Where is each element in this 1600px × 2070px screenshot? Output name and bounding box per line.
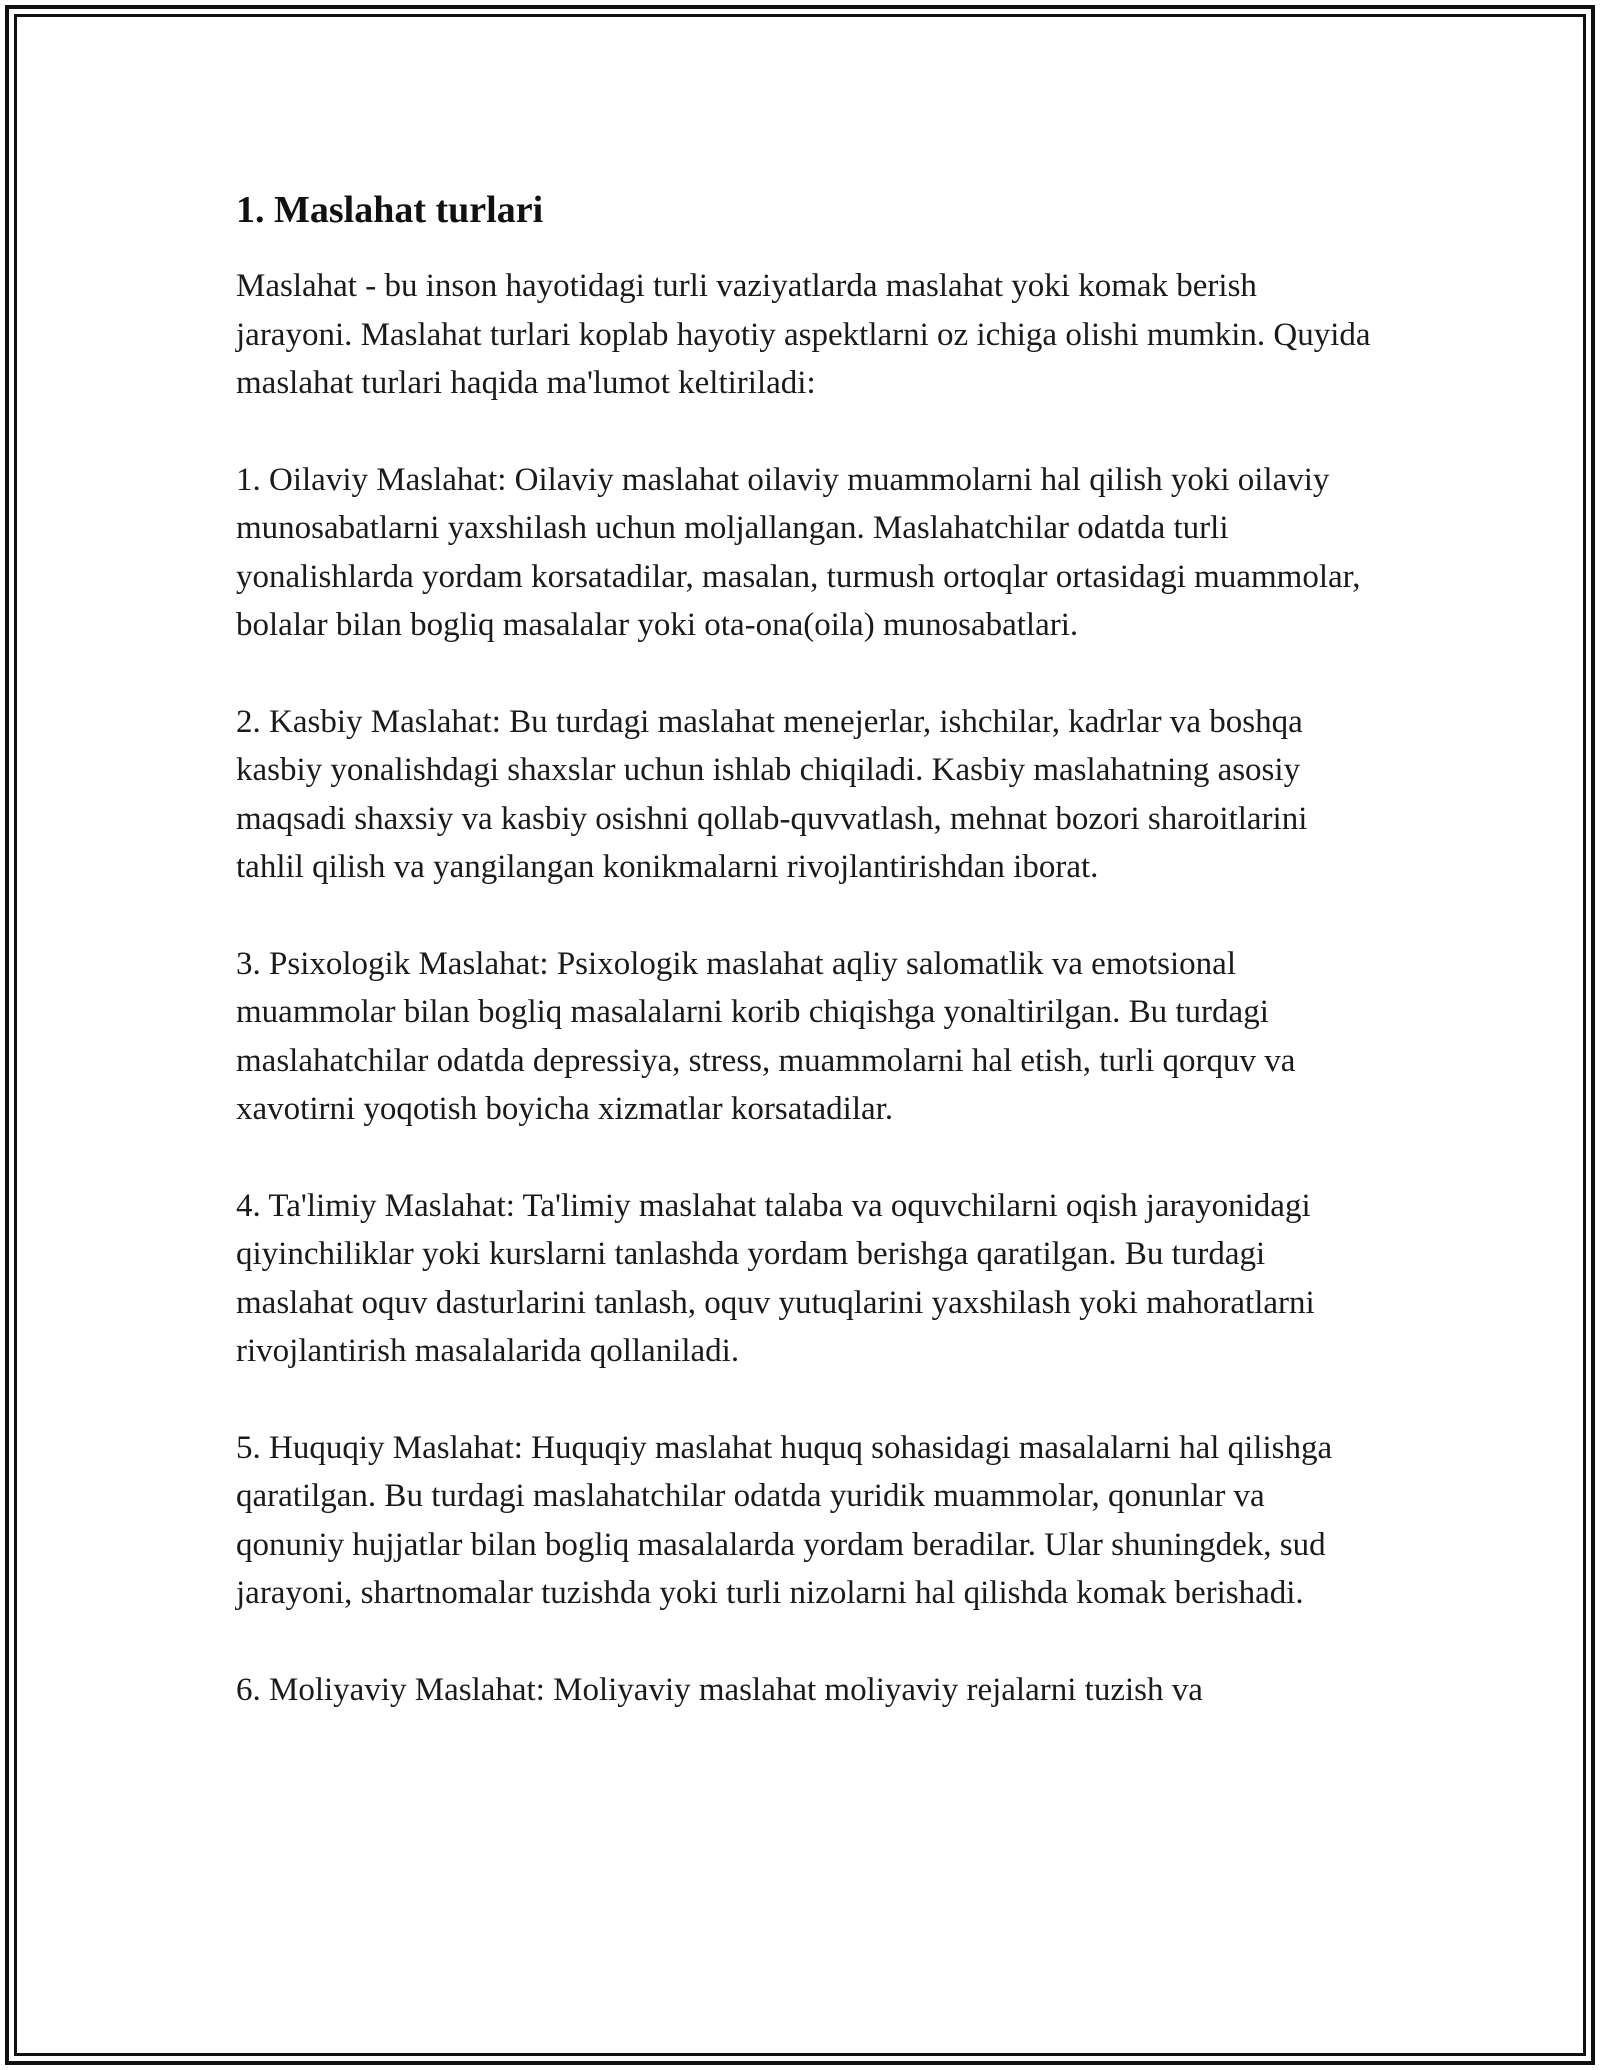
paragraph-oilaviy-maslahat: 1. Oilaviy Maslahat: Oilaviy maslahat oilaviy muammolarni hal qilish yoki oilaviy munosabatlarni yaxshilash uchun moljallangan. Maslahatchilar odatda turli yonalishlarda yordam korsatadilar, masalan, turmush ortoqlar ortasidagi muammolar, bolalar bilan bogliq masalalar yoki ota-ona(oila) munosabatlari. bbox=[236, 461, 1361, 643]
paragraph-moliyaviy-maslahat: 6. Moliyaviy Maslahat: Moliyaviy maslahat moliyaviy rejalarni tuzish va bbox=[236, 1671, 1203, 1708]
document-body bbox=[236, 186, 1376, 1762]
paragraph-talimiy-maslahat: 4. Ta'limiy Maslahat: Ta'limiy maslahat talaba va oquvchilarni oqish jarayonidagi qiyinchiliklar yoki kurslarni tanlashda yordam berishga qaratilgan. Bu turdagi maslahat oquv dasturlarini tanlash, oquv yutuqlarini yaxshilash yoki mahoratlarni rivojlantirish masalalarida qollaniladi. bbox=[236, 1187, 1315, 1369]
section-heading: 1. Maslahat turlari bbox=[236, 189, 544, 231]
paragraph-kasbiy-maslahat: 2. Kasbiy Maslahat: Bu turdagi maslahat menejerlar, ishchilar, kadrlar va boshqa kasbiy yonalishdagi shaxslar uchun ishlab chiqiladi. Kasbiy maslahatning asosiy maqsadi shaxsiy va kasbiy osishni qollab-quvvatlash, mehnat bozori sharoitlarini tahlil qilish va yangilangan konikmalarni rivojlantirishdan iborat. bbox=[236, 703, 1308, 885]
paragraph-psixologik-maslahat: 3. Psixologik Maslahat: Psixologik maslahat aqliy salomatlik va emotsional muammolar bilan bogliq masalalarni korib chiqishga yonaltirilgan. Bu turdagi maslahatchilar odatda depressiya, stress, muammolarni hal etish, turli qorquv va xavotirni yoqotish boyicha xizmatlar korsatadilar. bbox=[236, 945, 1296, 1127]
intro-paragraph: Maslahat - bu inson hayotidagi turli vaziyatlarda maslahat yoki komak berish jarayoni. Maslahat turlari koplab hayotiy aspektlarni oz ichiga olishi mumkin. Quyida maslahat turlari haqida ma'lumot keltiriladi: bbox=[236, 268, 1371, 401]
paragraph-huquqiy-maslahat: 5. Huquqiy Maslahat: Huquqiy maslahat huquq sohasidagi masalalarni hal qilishga qaratilgan. Bu turdagi maslahatchilar odatda yuridik muammolar, qonunlar va qonuniy hujjatlar bilan bogliq masalalarda yordam beradilar. Ular shuningdek, sud jarayoni, shartnomalar tuzishda yoki turli nizolarni hal qilishda komak berishadi. bbox=[236, 1429, 1333, 1611]
